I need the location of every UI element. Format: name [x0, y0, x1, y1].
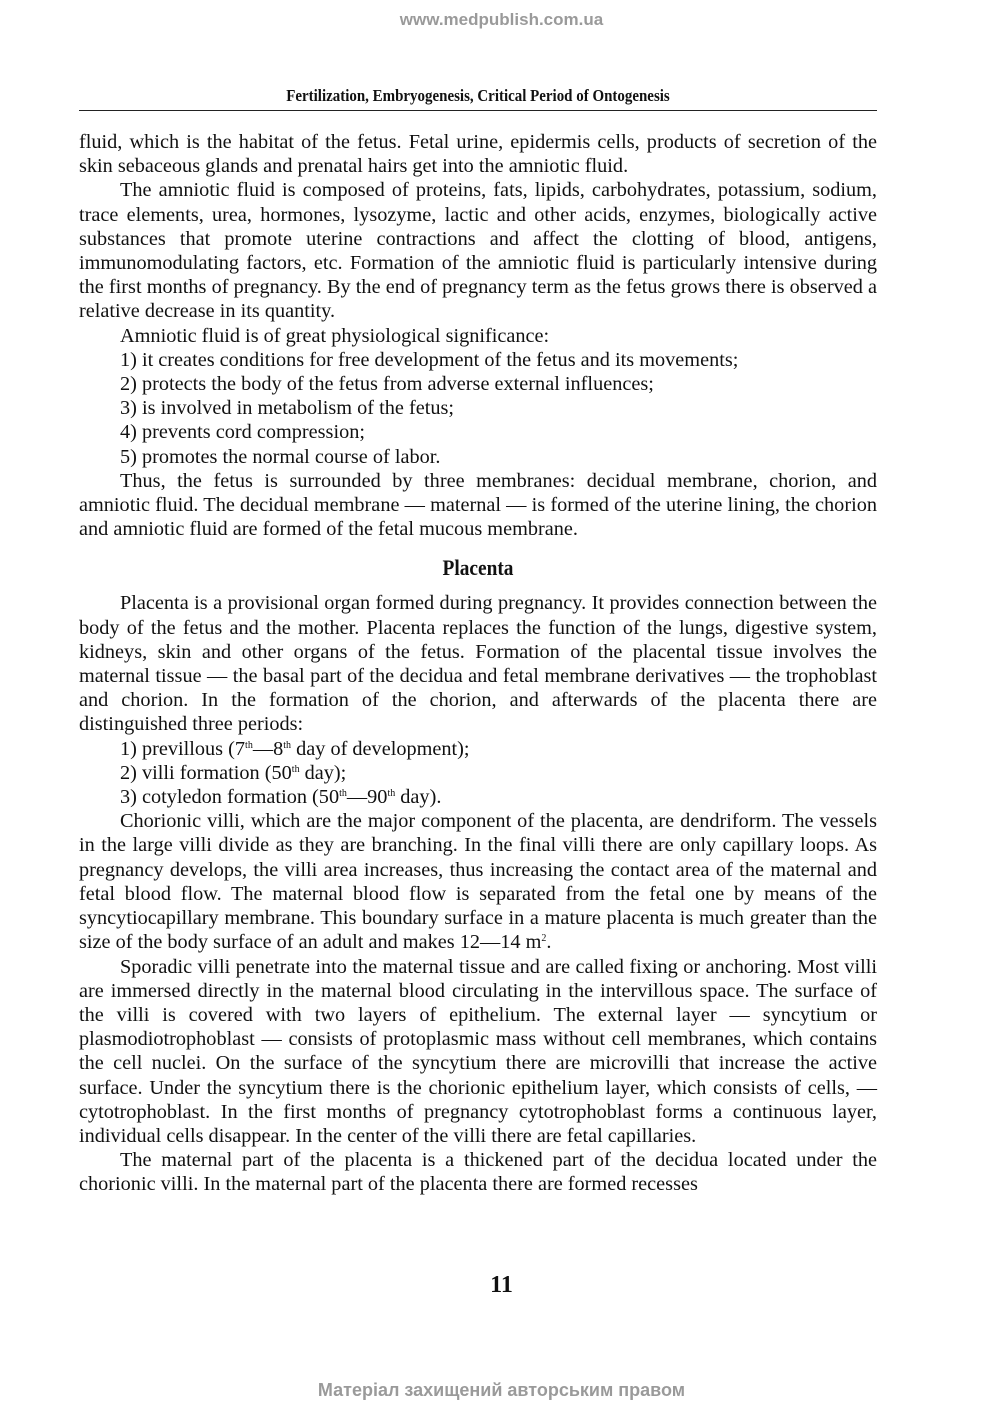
list-item: 5) promotes the normal course of labor.: [120, 445, 441, 468]
header-rule: [79, 110, 877, 111]
list-item-period-1: [79, 737, 877, 761]
superscript: th: [245, 739, 253, 751]
section-title: Placenta: [442, 555, 514, 581]
paragraph-chorionic-villi: [79, 809, 877, 954]
paragraph-continuation: fluid, which is the habitat of the fetus. Fetal urine, epidermis cells, products of secretion of the skin sebaceous glands and prenatal hairs get into the amniotic fluid.: [79, 131, 877, 178]
page-number: 11: [490, 1272, 513, 1298]
villi-text-end: .: [546, 931, 552, 954]
list-item-period-2: [79, 761, 877, 785]
running-header: Fertilization, Embryogenesis, Critical Period of Ontogenesis: [286, 86, 670, 105]
list-item: 2) protects the body of the fetus from adverse external influences;: [120, 373, 654, 396]
period-text: day).: [395, 786, 442, 809]
superscript: th: [283, 739, 292, 751]
copyright-notice: Матеріал захищений авторським правом: [317, 1380, 686, 1400]
period-text: —8: [252, 737, 284, 760]
paragraph-amniotic-composition: The amniotic fluid is composed of proteins, fats, lipids, carbohydrates, potassium, sodium, trace elements, urea, hormones, lysozyme, lactic and other acids, enzymes, biologically active substances that promote uterine contractions and affect the clotting of blood, antigens, immunomodulating factors, etc. Formation of the amniotic fluid is particularly intensive during the first months of pregnancy. By the end of pregnancy term as the fetus grows there is observed a relative decrease in its quantity.: [79, 179, 877, 323]
superscript: th: [339, 788, 347, 800]
page-body: [79, 130, 877, 1197]
period-text: day of development);: [291, 737, 470, 760]
villi-text: Chorionic villi, which are the major component of the placenta, are dendriform. The vessels in the large villi divide as they are branching. In the final villi there are only capillary loops. As pregnancy develops, the villi area increases, thus increasing the contact area of the maternal and fetal blood flow. The maternal blood flow is separated from the fetal one by means of the syncytiocapillary membrane. This boundary surface in a mature placenta is much greater than the size of the body surface of an adult and makes 12—14 m: [79, 810, 877, 954]
paragraph-maternal-part: The maternal part of the placenta is a thickened part of the decidua located under the chorionic villi. In the maternal part of the placenta there are formed recesses: [79, 1149, 877, 1196]
period-text: 3) cotyledon formation (50: [120, 786, 340, 809]
list-item: 1) it creates conditions for free development of the fetus and its movements;: [120, 348, 739, 371]
paragraph-placenta: Placenta is a provisional organ formed during pregnancy. It provides connection between the body of the fetus and the mother. Placenta replaces the function of the lungs, digestive system, kidneys, skin and other organs of the fetus. Formation of the placental tissue involves the maternal tissue — the basal part of the decidua and fetal membrane derivatives — the trophoblast and chorion. In the formation of the chorion, and afterwards of the placenta there are distinguished three periods:: [79, 592, 877, 736]
period-text: 1) previllous (7: [120, 737, 246, 760]
period-text: day);: [299, 761, 347, 784]
superscript: 2: [541, 933, 547, 945]
superscript: th: [387, 788, 396, 800]
paragraph-sporadic-villi: Sporadic villi penetrate into the maternal tissue and are called fixing or anchoring. Most villi are immersed directly in the maternal blood circulating in the intervillous space. The surface of the villi is covered with two layers of epithelium. The external layer — syncytium or plasmodiotrophoblast — consists of protoplasmic mass without cell membranes, which contains the cell nuclei. On the surface of the syncytium there are microvilli that increase the active surface. Under the syncytium there is the chorionic epithelium layer, which consists of cells, — cytotrophoblast. In the first months of pregnancy cytotrophoblast forms a continuous layer, individual cells disappear. In the center of the villi there are fetal capillaries.: [79, 955, 877, 1147]
site-url-watermark: www.medpublish.com.ua: [399, 10, 604, 29]
list-item: 4) prevents cord compression;: [120, 421, 365, 444]
paragraph-amniotic-significance: Amniotic fluid is of great physiological significance:: [120, 324, 550, 347]
superscript: th: [291, 763, 300, 775]
period-text: 2) villi formation (50: [120, 761, 292, 784]
list-item-period-3: [79, 785, 877, 809]
period-text: —90: [346, 786, 388, 809]
list-item: 3) is involved in metabolism of the fetus;: [120, 397, 455, 420]
paragraph-membranes: Thus, the fetus is surrounded by three membranes: decidual membrane, chorion, and amniotic fluid. The decidual membrane — maternal — is formed of the uterine lining, the chorion and amniotic fluid are formed of the fetal mucous membrane.: [79, 469, 877, 541]
